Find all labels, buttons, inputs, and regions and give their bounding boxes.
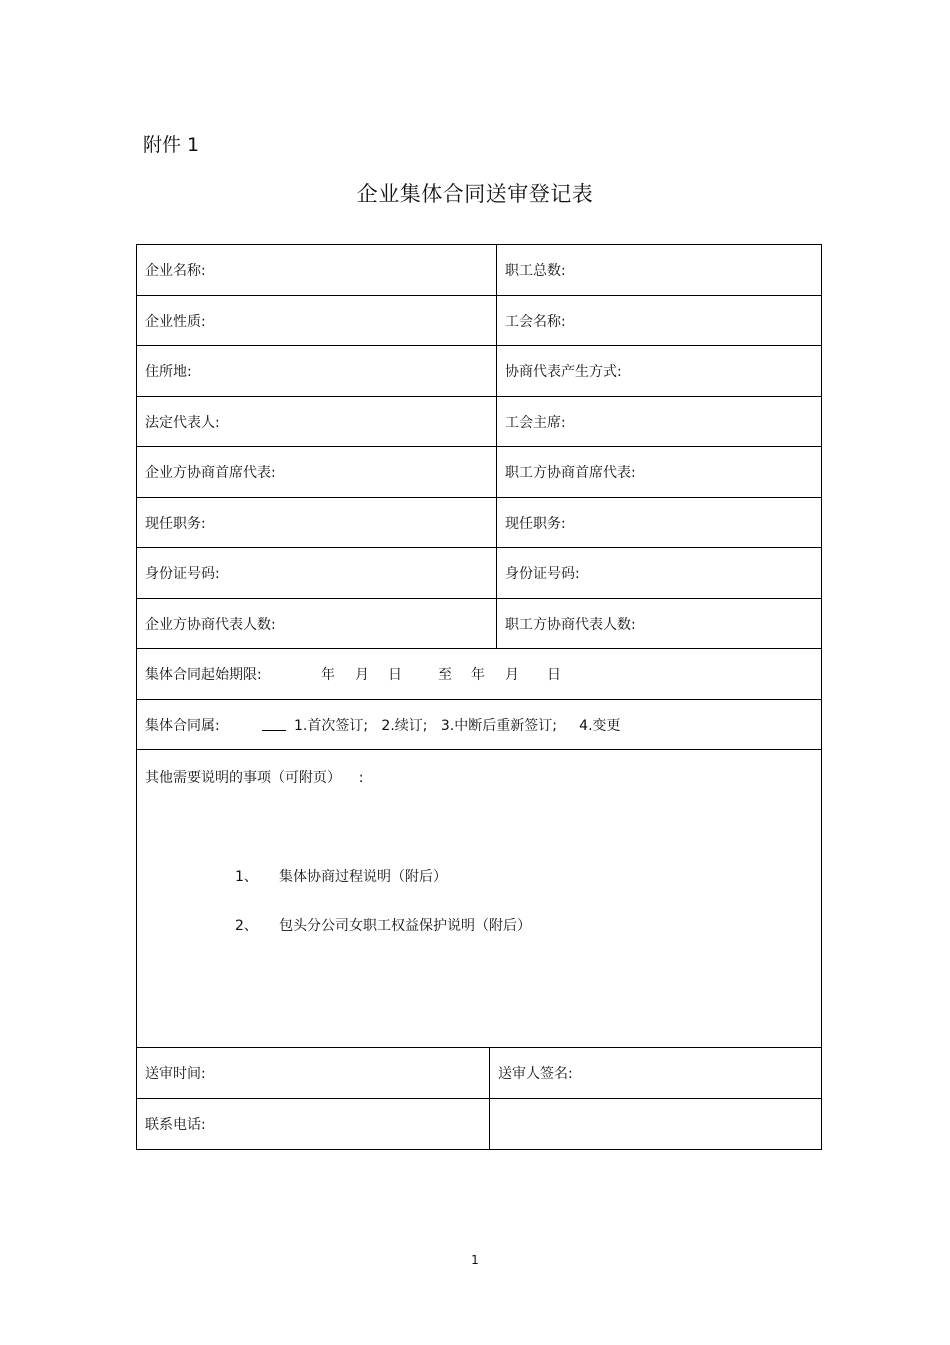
row-enterprise-nature [137,296,821,346]
row-contract-type [137,700,821,750]
note-item-2-text: 包头分公司女职工权益保护说明（附后） [279,918,531,934]
employee-representative-count-field: 职工方协商代表人数: [496,599,821,648]
representative-selection-field: 协商代表产生方式: [496,346,821,396]
registration-form-table [136,244,822,1150]
term-start-day: 日 [388,667,402,683]
row-representative-counts [137,599,821,649]
row-legal-representative [137,397,821,447]
term-end-month: 月 [505,667,519,683]
attachment-label: 附件 1 [143,134,200,156]
row-enterprise-name [137,245,821,296]
contract-type-options [262,700,621,749]
row-submission-time [137,1048,821,1099]
notes-title: 其他需要说明的事项（可附页） : [145,770,364,786]
empty-cell [489,1099,821,1149]
row-contract-term [137,649,821,700]
page-number: 1 [471,1253,479,1267]
legal-representative-field: 法定代表人: [145,414,220,431]
contract-type-options-text: 1.首次签订; 2.续订; 3.中断后重新签订; 4.变更 [294,717,621,734]
row-address [137,346,821,397]
term-start-month: 月 [355,667,369,683]
note-item-1-text: 集体协商过程说明（附后） [279,869,447,885]
union-chairman-field: 工会主席: [496,397,821,446]
term-to: 至 [438,667,452,683]
row-id-numbers [137,548,821,599]
contract-term-label: 集体合同起始期限: [145,667,262,683]
enterprise-nature-field: 企业性质: [145,313,206,330]
employee-id-number-field: 身份证号码: [496,548,821,598]
row-chief-representatives [137,447,821,498]
row-current-positions [137,498,821,548]
row-contact-phone [137,1099,821,1149]
contract-type-label: 集体合同属: [145,717,220,734]
contract-type-blank [262,730,286,731]
note-item-1-number: 1、 [235,869,258,885]
total-employees-field: 职工总数: [496,245,821,295]
submitter-signature-field: 送审人签名: [489,1048,821,1098]
employee-position-field: 现任职务: [496,498,821,547]
enterprise-representative-count-field: 企业方协商代表人数: [145,616,276,633]
term-start-year: 年 [321,667,335,683]
contact-phone-field: 联系电话: [145,1117,206,1133]
union-name-field: 工会名称: [496,296,821,345]
row-other-notes [137,750,821,1048]
form-title: 企业集体合同送审登记表 [356,182,594,206]
enterprise-name-field: 企业名称: [145,263,206,279]
address-field: 住所地: [145,364,192,380]
term-end-day: 日 [547,667,561,683]
enterprise-chief-representative-field: 企业方协商首席代表: [145,465,276,481]
enterprise-id-number-field: 身份证号码: [145,566,220,582]
enterprise-position-field: 现任职务: [145,515,206,532]
employee-chief-representative-field: 职工方协商首席代表: [496,447,821,497]
submission-time-field: 送审时间: [145,1066,206,1082]
term-end-year: 年 [471,667,485,683]
note-item-2-number: 2、 [235,918,258,934]
